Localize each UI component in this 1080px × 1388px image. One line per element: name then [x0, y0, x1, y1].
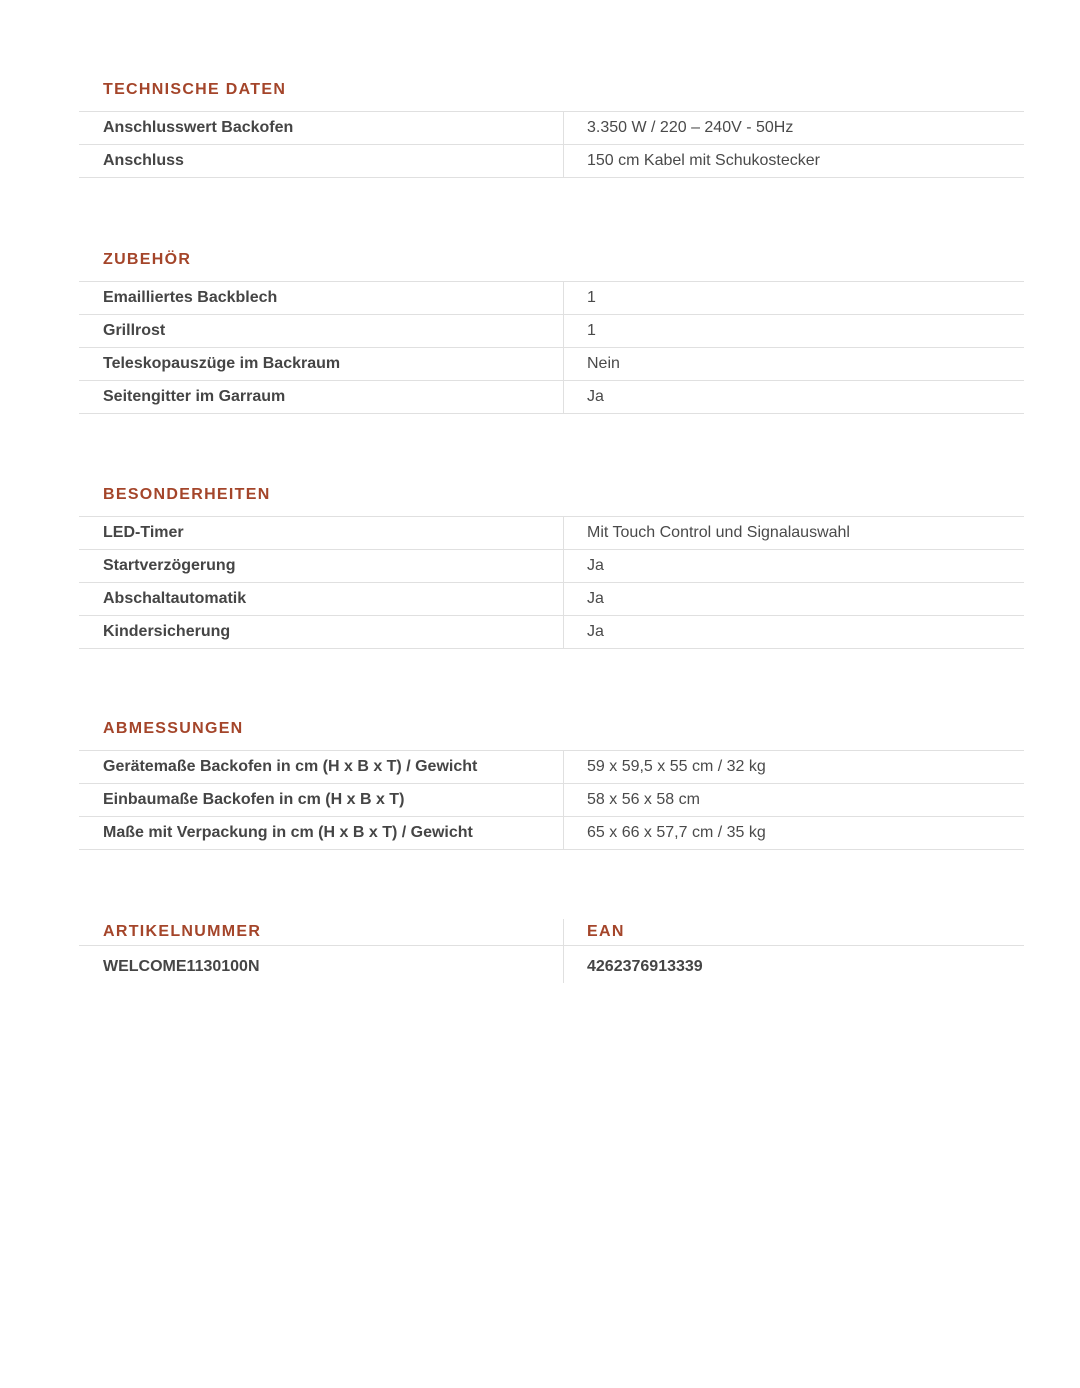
- row-label: Emailliertes Backblech: [103, 289, 278, 306]
- spec-table: [79, 750, 1024, 850]
- row-label: Seitengitter im Garraum: [103, 388, 286, 405]
- row-label: Anschlusswert Backofen: [103, 119, 294, 136]
- row-value: 65 x 66 x 57,7 cm / 35 kg: [587, 824, 766, 841]
- table-row: [79, 145, 1024, 178]
- article-header-row: [79, 919, 1024, 946]
- article-number-heading: ARTIKELNUMMER: [103, 923, 262, 940]
- row-label: Gerätemaße Backofen in cm (H x B x T) / Gewicht: [103, 758, 478, 775]
- row-value: 1: [587, 322, 596, 339]
- row-value: 1: [587, 289, 596, 306]
- table-row: [79, 550, 1024, 583]
- table-row: [79, 381, 1024, 414]
- table-row: [79, 282, 1024, 315]
- table-row: [79, 784, 1024, 817]
- table-row: [79, 112, 1024, 145]
- article-number-value: WELCOME1130100N: [103, 958, 260, 975]
- section-heading: BESONDERHEITEN: [103, 486, 271, 503]
- row-value: 59 x 59,5 x 55 cm / 32 kg: [587, 758, 766, 775]
- ean-heading: EAN: [587, 923, 625, 940]
- spec-table: [79, 111, 1024, 178]
- table-row: [79, 315, 1024, 348]
- table-row: [79, 751, 1024, 784]
- row-label: Grillrost: [103, 322, 166, 339]
- section-heading: ZUBEHÖR: [103, 251, 192, 268]
- table-row: [79, 583, 1024, 616]
- row-value: Mit Touch Control und Signalauswahl: [587, 524, 850, 541]
- row-value: Ja: [587, 388, 604, 405]
- row-value: Nein: [587, 355, 620, 372]
- row-value: 58 x 56 x 58 cm: [587, 791, 700, 808]
- spec-table: [79, 516, 1024, 649]
- column-divider: [563, 919, 564, 983]
- row-label: LED-Timer: [103, 524, 184, 541]
- row-value: 3.350 W / 220 – 240V - 50Hz: [587, 119, 794, 136]
- row-label: Teleskopauszüge im Backraum: [103, 355, 341, 372]
- row-label: Startverzögerung: [103, 557, 236, 574]
- table-row: [79, 616, 1024, 649]
- row-label: Einbaumaße Backofen in cm (H x B x T): [103, 791, 405, 808]
- row-label: Anschluss: [103, 152, 184, 169]
- section-heading: ABMESSUNGEN: [103, 720, 244, 737]
- row-label: Maße mit Verpackung in cm (H x B x T) / Gewicht: [103, 824, 473, 841]
- row-value: Ja: [587, 623, 604, 640]
- table-row: [79, 517, 1024, 550]
- spec-table: [79, 281, 1024, 414]
- table-row: [79, 817, 1024, 850]
- row-label: Kindersicherung: [103, 623, 231, 640]
- row-label: Abschaltautomatik: [103, 590, 247, 607]
- ean-value: 4262376913339: [587, 958, 703, 975]
- table-row: [79, 348, 1024, 381]
- section-heading: TECHNISCHE DATEN: [103, 81, 287, 98]
- row-value: Ja: [587, 590, 604, 607]
- row-value: Ja: [587, 557, 604, 574]
- article-block: [79, 919, 1024, 983]
- row-value: 150 cm Kabel mit Schukostecker: [587, 152, 820, 169]
